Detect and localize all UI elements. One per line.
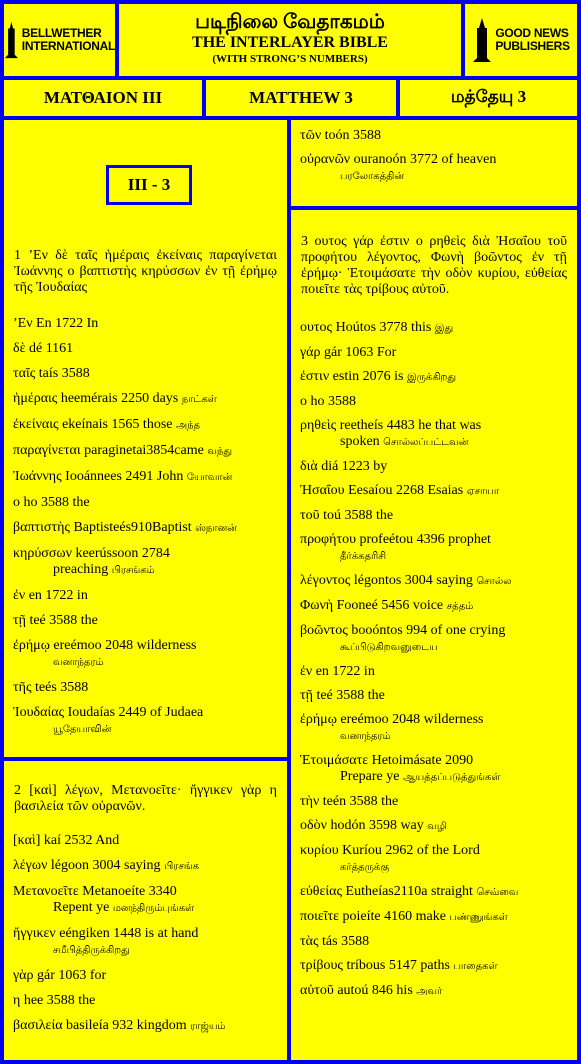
greek-word: ἐστιν	[300, 369, 333, 384]
verse3-entries	[291, 320, 577, 1000]
entry-row	[13, 613, 278, 629]
tamil-gloss: செவ்வை	[476, 887, 519, 898]
tamil-gloss: இது	[434, 323, 454, 334]
entry-row	[13, 469, 278, 486]
greek-word: τοῦ	[300, 508, 324, 523]
translit-strong: gár 1063 for	[37, 968, 107, 983]
tamil-gloss: சொல்ல	[476, 576, 512, 587]
translit-strong: hodón 3598 way	[330, 818, 428, 833]
entry-row	[300, 532, 568, 565]
greek-word: ο	[13, 495, 24, 510]
verse3-pane	[291, 210, 577, 1060]
greek-word: παραγίνεται	[13, 443, 85, 458]
greek-word: ’Εν	[13, 316, 37, 331]
tamil-gloss: இருக்கிறது	[406, 372, 456, 383]
translit-strong: profeétou 4396 prophet	[359, 532, 491, 547]
reference-box	[106, 165, 192, 205]
greek-word: ποιεῖτε	[300, 909, 343, 924]
tamil-gloss: வழி	[427, 821, 447, 832]
tamil-gloss: பரலோகத்தின்	[340, 171, 405, 182]
greek-word: τὴν	[300, 794, 323, 809]
greek-word: η	[13, 993, 24, 1008]
translit-strong: Hoútos 3778 this	[335, 320, 435, 335]
translit-strong: Eesaíou 2268 Esaias	[348, 483, 467, 498]
entry-row	[300, 369, 568, 386]
entry-row	[13, 705, 278, 738]
entry-row	[13, 833, 278, 849]
entry-continuation	[13, 562, 278, 579]
greek-word: οδὸν	[300, 818, 331, 833]
greek-word: οὐρανῶν	[300, 152, 354, 167]
entry-row	[300, 459, 568, 475]
left-logo-line1: BELLWETHER	[21, 26, 102, 40]
translit-strong: ekeínais 1565 those	[62, 417, 176, 432]
nav-greek[interactable]	[4, 80, 202, 116]
greek-word: τῇ	[13, 613, 30, 628]
greek-word: τὰς	[300, 934, 323, 949]
greek-word: κηρύσσων	[13, 546, 76, 561]
translit-strong: heemérais 2250 days	[60, 391, 182, 406]
translit-strong: teén 3588 the	[322, 794, 399, 809]
greek-word: προφήτου	[300, 532, 360, 547]
greek-word: Φωνὴ	[300, 598, 337, 613]
english-gloss: spoken	[340, 434, 384, 449]
title-tamil: படிநிலை வேதாகமம்	[195, 11, 385, 33]
entry-row	[300, 320, 568, 337]
entry-row	[13, 638, 278, 671]
tamil-gloss: வனாந்தரம்	[53, 657, 104, 668]
entry-continuation	[13, 654, 278, 671]
translit-strong: teé 3588 the	[29, 613, 98, 628]
greek-word: ἐν	[13, 588, 29, 603]
greek-word: Ἠσαΐου	[300, 483, 349, 498]
entry-row	[300, 152, 568, 185]
greek-word: ἐν	[300, 664, 316, 679]
entry-continuation	[300, 639, 568, 656]
right-logo-line1: GOOD NEWS	[495, 26, 569, 40]
entry-continuation	[300, 859, 568, 876]
translit-strong: ho 3588	[310, 394, 356, 409]
entry-row	[300, 128, 568, 144]
tamil-gloss: சத்தம்	[446, 601, 474, 612]
right-logo-line2: PUBLISHERS	[495, 39, 570, 53]
translit-strong: Iooánnees 2491 John	[65, 469, 187, 484]
tamil-gloss: யோவான்	[186, 472, 233, 483]
greek-word: ρηθεὶς	[300, 418, 340, 433]
greek-word: κυρίου	[300, 843, 343, 858]
verse2-pane	[4, 761, 287, 1060]
translit-strong: basileía 932 kingdom	[66, 1018, 191, 1033]
greek-word: τῇ	[300, 688, 317, 703]
entry-continuation	[13, 721, 278, 738]
greek-word: βασιλεία	[13, 1018, 67, 1033]
translit-strong: Metanoeíte 3340	[82, 884, 177, 899]
translit-strong: tás 3588	[322, 934, 370, 949]
greek-word: τῆς	[13, 680, 35, 695]
greek-word: γάρ	[300, 345, 325, 360]
entry-row	[300, 508, 568, 524]
good-news-tower-icon	[472, 18, 492, 62]
greek-word: Ἰωάννης	[13, 469, 66, 484]
greek-word: δὲ	[13, 341, 29, 356]
entry-row	[13, 884, 278, 917]
verse3-text: 3 ουτος γάρ ἐστιν ο ρηθεὶς διὰ Ἠσαΐου τοῦ προφήτου λέγοντος, Φωνὴ βοῶντος ἐν τῇ ἐρήμῳ· Ἑτοιμάσατε τὴν οδὸν κυρίου, εὐθείας ποιεῖτε τὰς τρίβους αὐτοῦ.	[301, 234, 567, 297]
tamil-gloss: சமீபித்திருக்கிறது	[53, 945, 130, 956]
translit-strong: dé 1161	[28, 341, 74, 356]
right-top-pane	[291, 120, 577, 206]
greek-word: ταῖς	[13, 366, 39, 381]
entry-row	[13, 391, 278, 408]
english-gloss: Prepare ye	[340, 769, 403, 784]
nav-english[interactable]	[206, 80, 396, 116]
translit-strong: gár 1063 For	[324, 345, 397, 360]
greek-word: βαπτιστὴς	[13, 520, 74, 535]
entry-row	[13, 858, 278, 875]
entry-continuation	[300, 728, 568, 745]
entry-continuation	[300, 769, 568, 786]
entry-row	[13, 443, 278, 460]
entry-row	[300, 483, 568, 500]
entry-row	[300, 623, 568, 656]
verse1-text: 1 ’Εν δὲ ταῖς ἡμέραις ἐκείναις παραγίνεται Ἰωάννης ο βαπτιστὴς κηρύσσων ἐν τῇ ἐρήμῳ τῆς Ἰουδαίας	[14, 248, 277, 295]
greek-word: ἡμέραις	[13, 391, 61, 406]
translit-strong: eéngiken 1448 is at hand	[59, 926, 199, 941]
translit-strong: booóntos 994 of one crying	[351, 623, 506, 638]
greek-word: λέγων	[13, 858, 51, 873]
entry-row	[13, 588, 278, 604]
tamil-gloss: கர்த்தருக்கு	[340, 862, 390, 873]
title-subtitle: (WITH STRONG’S NUMBERS)	[212, 53, 368, 65]
tamil-gloss: பிரசங்க	[164, 861, 200, 872]
tamil-gloss: தீர்க்கதரிசி	[340, 551, 387, 562]
entry-row	[13, 341, 278, 357]
greek-word: Μετανοεῖτε	[13, 884, 83, 899]
translit-strong: taís 3588	[38, 366, 90, 381]
translit-strong: reetheís 4483 he that was	[339, 418, 482, 433]
entry-row	[300, 418, 568, 451]
greek-word: λέγοντος	[300, 573, 354, 588]
translit-strong: légontos 3004 saying	[353, 573, 477, 588]
translit-strong: en 1722 in	[28, 588, 88, 603]
entry-row	[13, 546, 278, 579]
entry-row	[300, 688, 568, 704]
translit-strong: teé 3588 the	[316, 688, 385, 703]
entry-row	[13, 366, 278, 382]
verse1-pane	[4, 120, 287, 757]
greek-word: εὐθείας	[300, 884, 346, 899]
nav-english-label: MATTHEW 3	[249, 88, 353, 107]
translit-strong: autoú 846 his	[337, 983, 417, 998]
translit-strong: Hetoimásate 2090	[371, 753, 474, 768]
translit-strong: toón 3588	[324, 128, 382, 143]
translit-strong: ereémoo 2048 wilderness	[53, 638, 197, 653]
right-top-entries	[291, 128, 577, 185]
english-gloss: Repent ye	[53, 900, 113, 915]
greek-word: διὰ	[300, 459, 322, 474]
translit-strong: toú 3588 the	[323, 508, 394, 523]
translit-strong: estin 2076 is	[332, 369, 407, 384]
entry-row	[13, 495, 278, 511]
translit-strong: tríbous 5147 paths	[346, 958, 454, 973]
entry-continuation	[13, 942, 278, 959]
tamil-gloss: வனாந்தரம்	[340, 731, 391, 742]
title-english: THE INTERLAYER BIBLE	[192, 34, 388, 51]
entry-row	[13, 926, 278, 959]
translit-strong: ouranoón 3772 of heaven	[353, 152, 497, 167]
translit-strong: Eutheías2110a straight	[345, 884, 477, 899]
greek-word: ο	[300, 394, 311, 409]
tamil-gloss: பிரசங்கம்	[111, 565, 155, 576]
tamil-gloss: அந்த	[175, 420, 201, 431]
greek-word: Ἰουδαίας	[13, 705, 68, 720]
tamil-gloss: பாதைகள்	[453, 961, 498, 972]
tamil-gloss: கூப்பிடுகிறவனுடைய	[340, 642, 438, 653]
entry-row	[300, 573, 568, 590]
entry-row	[13, 316, 278, 332]
greek-word: ἐκείναις	[13, 417, 63, 432]
greek-word: ουτος	[300, 320, 336, 335]
tamil-gloss: மனந்திரும்புங்கள்	[112, 903, 195, 914]
bellwether-tower-icon	[4, 18, 19, 62]
entry-row	[300, 958, 568, 975]
entry-row	[300, 345, 568, 361]
translit-strong: kaí 2532 And	[43, 833, 120, 848]
entry-row	[13, 520, 278, 537]
tamil-gloss: ஏசாயா	[466, 486, 500, 497]
entry-row	[300, 712, 568, 745]
entry-row	[13, 993, 278, 1009]
greek-word: ἤγγικεν	[13, 926, 60, 941]
entry-continuation	[300, 434, 568, 451]
english-gloss: preaching	[53, 562, 112, 577]
greek-word: Ἑτοιμάσατε	[300, 753, 372, 768]
translit-strong: En 1722 In	[36, 316, 99, 331]
entry-row	[300, 598, 568, 615]
tamil-gloss: ஆயத்தப்படுத்துங்கள்	[402, 772, 501, 783]
translit-strong: Fooneé 5456 voice	[336, 598, 447, 613]
reference-label: III - 3	[127, 175, 171, 194]
entry-row	[300, 909, 568, 926]
tamil-gloss: ஸ்நானன்	[195, 523, 237, 534]
header-title-block	[119, 4, 461, 76]
entry-row	[300, 394, 568, 410]
entry-row	[300, 818, 568, 835]
tamil-gloss: பண்ணுங்கள்	[449, 912, 508, 923]
translit-strong: Kuríou 2962 of the Lord	[342, 843, 480, 858]
nav-tamil-label: மத்தேயு 3	[450, 87, 527, 106]
entry-continuation	[300, 548, 568, 565]
entry-row	[300, 664, 568, 680]
tamil-gloss: நாட்கள்	[181, 394, 217, 405]
translit-strong: ho 3588 the	[23, 495, 90, 510]
tamil-gloss: வந்து	[207, 446, 233, 457]
greek-word: τρίβους	[300, 958, 347, 973]
greek-word: βοῶντος	[300, 623, 352, 638]
entry-row	[300, 983, 568, 1000]
tamil-gloss: அவர்	[416, 986, 443, 997]
nav-tamil[interactable]	[400, 80, 577, 116]
translit-strong: poieíte 4160 make	[342, 909, 450, 924]
bellwether-logo	[4, 4, 115, 76]
nav-greek-label: ΜΑΤΘΑΙΟΝ III	[43, 88, 163, 107]
good-news-logo	[465, 4, 577, 76]
translit-strong: hee 3588 the	[23, 993, 96, 1008]
entry-row	[300, 884, 568, 901]
translit-strong: diá 1223 by	[321, 459, 388, 474]
entry-continuation	[300, 168, 568, 185]
entry-row	[13, 1018, 278, 1035]
tamil-gloss: சொல்லப்பட்டவன்	[383, 437, 469, 448]
greek-word: ἐρήμῳ	[300, 712, 341, 727]
greek-word: [καὶ]	[13, 833, 44, 848]
verse1-entries	[4, 316, 287, 738]
greek-word: ἐρήμῳ	[13, 638, 54, 653]
entry-row	[300, 843, 568, 876]
translit-strong: teés 3588	[35, 680, 89, 695]
greek-word: αὐτοῦ	[300, 983, 338, 998]
entry-row	[300, 934, 568, 950]
left-logo-line2: INTERNATIONAL	[21, 39, 115, 53]
entry-continuation	[13, 900, 278, 917]
translit-strong: légoon 3004 saying	[50, 858, 165, 873]
translit-strong: Baptisteés910Baptist	[73, 520, 196, 535]
verse2-entries	[4, 833, 287, 1035]
entry-row	[13, 680, 278, 696]
entry-row	[13, 417, 278, 434]
entry-row	[300, 794, 568, 810]
translit-strong: ereémoo 2048 wilderness	[340, 712, 484, 727]
entry-row	[300, 753, 568, 786]
greek-word: τῶν	[300, 128, 325, 143]
verse2-text: 2 [καὶ] λέγων, Μετανοεῖτε· ἤγγικεν γὰρ η βασιλεία τῶν οὐρανῶν.	[14, 783, 277, 814]
translit-strong: paraginetai3854came	[84, 443, 208, 458]
greek-word: γὰρ	[13, 968, 38, 983]
translit-strong: Ioudaías 2449 of Judaea	[67, 705, 204, 720]
translit-strong: keerússoon 2784	[75, 546, 170, 561]
entry-row	[13, 968, 278, 984]
tamil-gloss: ராஜ்யம்	[190, 1021, 226, 1032]
translit-strong: en 1722 in	[315, 664, 375, 679]
tamil-gloss: யூதேயாவின்	[53, 724, 112, 735]
